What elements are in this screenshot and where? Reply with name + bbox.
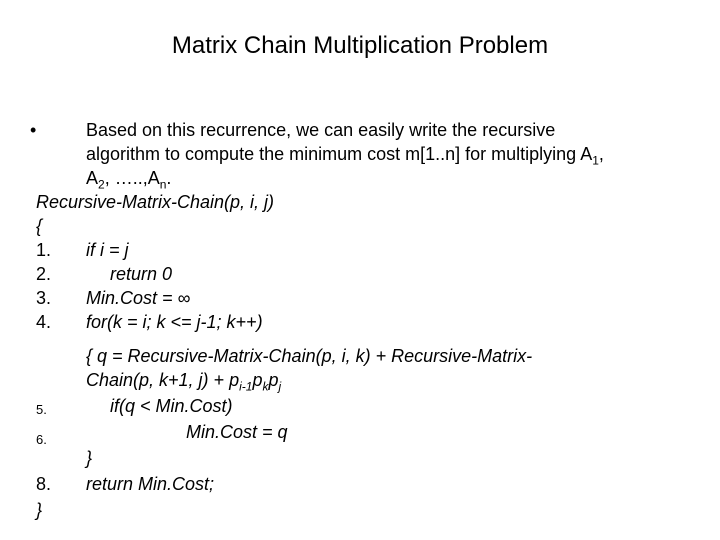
function-header: Recursive-Matrix-Chain(p, i, j) bbox=[36, 192, 275, 212]
open-brace: { bbox=[36, 216, 43, 236]
subscript-i-1: i-1 bbox=[239, 379, 253, 394]
code-line-4: for(k = i; k <= j-1; k++) bbox=[86, 312, 263, 332]
line-number-4: 4. bbox=[36, 312, 52, 332]
code-line-5: if(q < Min.Cost) bbox=[110, 396, 233, 416]
bullet-line-2-end: , bbox=[598, 144, 604, 164]
loop-body-line-2 bbox=[86, 368, 281, 392]
line-number-3: 3. bbox=[36, 288, 52, 308]
loop-body-line-1: { q = Recursive-Matrix-Chain(p, i, k) + Recursive-Matrix- bbox=[86, 346, 533, 366]
line-number-1: 1. bbox=[36, 240, 52, 260]
code-line-2: return 0 bbox=[110, 264, 173, 284]
line-number-8: 8. bbox=[36, 474, 52, 494]
subscript-1: 1 bbox=[592, 153, 599, 168]
bullet-line-3 bbox=[86, 166, 171, 190]
loop-body-line-2-text: Chain(p, k+1, j) + p bbox=[86, 370, 240, 390]
subscript-k: k bbox=[262, 379, 269, 394]
bullet-line-3-mid: , …..,A bbox=[104, 168, 160, 188]
bullet-marker: • bbox=[30, 120, 37, 140]
close-brace: } bbox=[36, 500, 43, 520]
bullet-line-1: Based on this recurrence, we can easily write the recursive bbox=[86, 120, 556, 140]
subscript-2: 2 bbox=[98, 177, 105, 192]
bullet-line-3-a: A bbox=[86, 168, 99, 188]
line-number-2: 2. bbox=[36, 264, 52, 284]
line-number-5: 5. bbox=[36, 402, 47, 417]
loop-body-p3: p bbox=[268, 370, 279, 390]
subscript-n: n bbox=[159, 177, 167, 192]
code-line-8: return Min.Cost; bbox=[86, 474, 215, 494]
line-number-6: 6. bbox=[36, 432, 47, 447]
slide-title: Matrix Chain Multiplication Problem bbox=[171, 32, 549, 59]
code-line-1: if i = j bbox=[86, 240, 129, 260]
loop-body-p2: p bbox=[252, 370, 263, 390]
code-line-3: Min.Cost = ∞ bbox=[86, 288, 191, 308]
code-line-6: Min.Cost = q bbox=[186, 422, 288, 442]
bullet-line-3-end: . bbox=[166, 168, 172, 188]
bullet-line-2 bbox=[86, 142, 604, 166]
subscript-j: j bbox=[278, 379, 282, 394]
bullet-line-2-text: algorithm to compute the minimum cost m[1..n] for multiplying A bbox=[86, 144, 593, 164]
loop-close-brace: } bbox=[86, 448, 93, 468]
